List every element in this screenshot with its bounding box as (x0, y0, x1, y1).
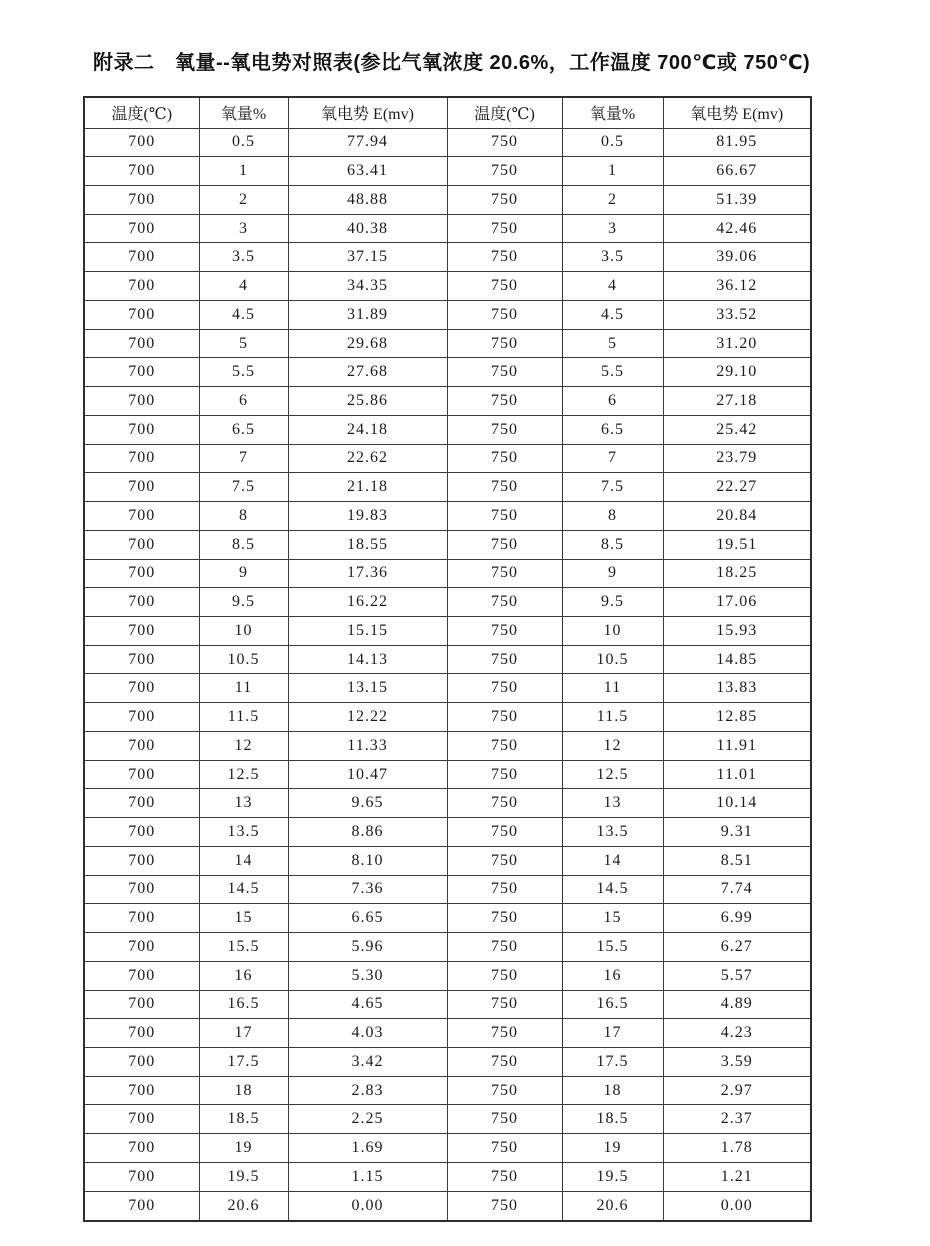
table-row (84, 214, 811, 243)
table-row (84, 358, 811, 387)
table-cell: 34.35 (288, 272, 447, 301)
table-row (84, 1076, 811, 1105)
table-cell: 750 (447, 358, 562, 387)
table-cell: 5.5 (562, 358, 663, 387)
table-row (84, 846, 811, 875)
table-cell: 12 (199, 731, 288, 760)
table-cell: 10.5 (199, 645, 288, 674)
table-cell: 750 (447, 875, 562, 904)
table-cell: 20.6 (199, 1191, 288, 1221)
table-cell: 15.93 (663, 616, 811, 645)
table-cell: 8 (199, 502, 288, 531)
table-row (84, 616, 811, 645)
table-row (84, 818, 811, 847)
table-cell: 31.89 (288, 300, 447, 329)
table-cell: 13.5 (199, 818, 288, 847)
column-header-1: 氧量% (199, 97, 288, 128)
table-cell: 2 (562, 185, 663, 214)
table-cell: 31.20 (663, 329, 811, 358)
table-row (84, 502, 811, 531)
table-cell: 3 (199, 214, 288, 243)
table-cell: 700 (84, 674, 199, 703)
table-cell: 700 (84, 904, 199, 933)
table-cell: 750 (447, 157, 562, 186)
table-cell: 750 (447, 674, 562, 703)
table-cell: 750 (447, 387, 562, 416)
table-cell: 11 (562, 674, 663, 703)
table-cell: 11.33 (288, 731, 447, 760)
oxygen-potential-table (83, 96, 812, 1222)
table-cell: 81.95 (663, 128, 811, 157)
table-row (84, 1048, 811, 1077)
table-cell: 13 (562, 789, 663, 818)
table-cell: 19.51 (663, 530, 811, 559)
table-cell: 15.15 (288, 616, 447, 645)
table-cell: 750 (447, 1105, 562, 1134)
table-cell: 4.23 (663, 1019, 811, 1048)
table-cell: 4.5 (199, 300, 288, 329)
table-cell: 10 (199, 616, 288, 645)
table-cell: 23.79 (663, 444, 811, 473)
table-row (84, 272, 811, 301)
table-cell: 4 (562, 272, 663, 301)
table-cell: 19.5 (562, 1162, 663, 1191)
table-cell: 750 (447, 444, 562, 473)
table-cell: 11.01 (663, 760, 811, 789)
table-cell: 750 (447, 559, 562, 588)
table-cell: 16 (199, 961, 288, 990)
table-cell: 17 (199, 1019, 288, 1048)
table-cell: 11 (199, 674, 288, 703)
table-row (84, 645, 811, 674)
table-cell: 11.5 (199, 703, 288, 732)
table-cell: 12 (562, 731, 663, 760)
table-cell: 19 (562, 1134, 663, 1163)
column-header-2: 氧电势 E(mv) (288, 97, 447, 128)
table-cell: 17.06 (663, 588, 811, 617)
table-cell: 1.69 (288, 1134, 447, 1163)
table-cell: 66.67 (663, 157, 811, 186)
table-cell: 750 (447, 1076, 562, 1105)
table-cell: 7 (199, 444, 288, 473)
table-cell: 14.85 (663, 645, 811, 674)
table-cell: 29.10 (663, 358, 811, 387)
table-cell: 0.5 (562, 128, 663, 157)
table-cell: 4 (199, 272, 288, 301)
column-header-4: 氧量% (562, 97, 663, 128)
table-cell: 750 (447, 933, 562, 962)
table-cell: 5.30 (288, 961, 447, 990)
table-cell: 700 (84, 185, 199, 214)
table-cell: 750 (447, 731, 562, 760)
table-cell: 20.6 (562, 1191, 663, 1221)
table-cell: 700 (84, 444, 199, 473)
table-cell: 16.22 (288, 588, 447, 617)
table-cell: 700 (84, 1134, 199, 1163)
table-cell: 39.06 (663, 243, 811, 272)
table-row (84, 674, 811, 703)
table-cell: 5.57 (663, 961, 811, 990)
table-cell: 750 (447, 789, 562, 818)
table-cell: 750 (447, 329, 562, 358)
table-cell: 3.42 (288, 1048, 447, 1077)
table-row (84, 760, 811, 789)
table-cell: 24.18 (288, 415, 447, 444)
table-cell: 10.14 (663, 789, 811, 818)
table-row (84, 1191, 811, 1221)
table-cell: 750 (447, 473, 562, 502)
table-cell: 700 (84, 214, 199, 243)
table-cell: 6.5 (199, 415, 288, 444)
table-cell: 42.46 (663, 214, 811, 243)
table-cell: 700 (84, 300, 199, 329)
table-cell: 10.47 (288, 760, 447, 789)
table-cell: 9.5 (562, 588, 663, 617)
table-row (84, 933, 811, 962)
table-cell: 18.5 (562, 1105, 663, 1134)
table-row (84, 990, 811, 1019)
table-cell: 1 (199, 157, 288, 186)
table-cell: 8 (562, 502, 663, 531)
header-row (84, 97, 811, 128)
table-cell: 700 (84, 358, 199, 387)
table-cell: 9.65 (288, 789, 447, 818)
table-cell: 8.51 (663, 846, 811, 875)
table-cell: 12.5 (199, 760, 288, 789)
table-cell: 17.5 (562, 1048, 663, 1077)
table-cell: 0.00 (663, 1191, 811, 1221)
table-cell: 15 (562, 904, 663, 933)
table-cell: 14 (562, 846, 663, 875)
table-cell: 750 (447, 990, 562, 1019)
table-cell: 5 (562, 329, 663, 358)
table-cell: 12.85 (663, 703, 811, 732)
table-row (84, 703, 811, 732)
table-cell: 700 (84, 243, 199, 272)
table-cell: 2.97 (663, 1076, 811, 1105)
table-cell: 750 (447, 530, 562, 559)
table-cell: 8.5 (199, 530, 288, 559)
table-cell: 6 (562, 387, 663, 416)
table-cell: 700 (84, 128, 199, 157)
table-cell: 750 (447, 588, 562, 617)
table-cell: 3.5 (199, 243, 288, 272)
table-cell: 750 (447, 904, 562, 933)
table-cell: 40.38 (288, 214, 447, 243)
table-cell: 13.83 (663, 674, 811, 703)
table-cell: 700 (84, 616, 199, 645)
table-cell: 19.83 (288, 502, 447, 531)
table-cell: 33.52 (663, 300, 811, 329)
table-cell: 3.59 (663, 1048, 811, 1077)
table-cell: 700 (84, 387, 199, 416)
table-cell: 20.84 (663, 502, 811, 531)
table-cell: 750 (447, 703, 562, 732)
table-cell: 11.5 (562, 703, 663, 732)
table-cell: 14.5 (562, 875, 663, 904)
table-cell: 25.86 (288, 387, 447, 416)
table-cell: 14.13 (288, 645, 447, 674)
table-cell: 5 (199, 329, 288, 358)
table-row (84, 1134, 811, 1163)
table-row (84, 1019, 811, 1048)
table-cell: 1 (562, 157, 663, 186)
table-cell: 700 (84, 990, 199, 1019)
table-cell: 700 (84, 818, 199, 847)
table-cell: 700 (84, 588, 199, 617)
table-cell: 13 (199, 789, 288, 818)
table-cell: 16.5 (562, 990, 663, 1019)
table-cell: 25.42 (663, 415, 811, 444)
table-body (84, 128, 811, 1221)
table-cell: 1.15 (288, 1162, 447, 1191)
table-row (84, 387, 811, 416)
table-cell: 18.55 (288, 530, 447, 559)
table-cell: 36.12 (663, 272, 811, 301)
table-cell: 750 (447, 616, 562, 645)
table-cell: 77.94 (288, 128, 447, 157)
table-cell: 13.15 (288, 674, 447, 703)
table-row (84, 875, 811, 904)
table-cell: 9.31 (663, 818, 811, 847)
table-cell: 1.78 (663, 1134, 811, 1163)
table-cell: 2.83 (288, 1076, 447, 1105)
table-cell: 700 (84, 1019, 199, 1048)
table-cell: 700 (84, 731, 199, 760)
table-cell: 700 (84, 559, 199, 588)
table-cell: 22.27 (663, 473, 811, 502)
table-cell: 51.39 (663, 185, 811, 214)
table-cell: 750 (447, 300, 562, 329)
table-cell: 750 (447, 1048, 562, 1077)
table-cell: 21.18 (288, 473, 447, 502)
table-cell: 750 (447, 185, 562, 214)
table-cell: 7.36 (288, 875, 447, 904)
table-cell: 6.65 (288, 904, 447, 933)
table-cell: 8.5 (562, 530, 663, 559)
table-cell: 750 (447, 818, 562, 847)
table-cell: 7 (562, 444, 663, 473)
table-cell: 19 (199, 1134, 288, 1163)
column-header-0: 温度(℃) (84, 97, 199, 128)
table-row (84, 961, 811, 990)
table-cell: 10.5 (562, 645, 663, 674)
table-cell: 700 (84, 473, 199, 502)
table-cell: 700 (84, 846, 199, 875)
table-cell: 6.5 (562, 415, 663, 444)
table-cell: 700 (84, 272, 199, 301)
table-cell: 17 (562, 1019, 663, 1048)
table-row (84, 789, 811, 818)
table-cell: 29.68 (288, 329, 447, 358)
table-cell: 16.5 (199, 990, 288, 1019)
table-cell: 5.96 (288, 933, 447, 962)
table-cell: 8.86 (288, 818, 447, 847)
table-cell: 10 (562, 616, 663, 645)
table-cell: 700 (84, 760, 199, 789)
table-cell: 17.5 (199, 1048, 288, 1077)
table-cell: 700 (84, 329, 199, 358)
table-cell: 750 (447, 1191, 562, 1221)
table-cell: 15.5 (199, 933, 288, 962)
table-row (84, 329, 811, 358)
table-row (84, 300, 811, 329)
table-cell: 27.68 (288, 358, 447, 387)
table-cell: 12.22 (288, 703, 447, 732)
table-cell: 6.99 (663, 904, 811, 933)
table-row (84, 415, 811, 444)
table-cell: 700 (84, 1105, 199, 1134)
table-cell: 750 (447, 243, 562, 272)
table-cell: 27.18 (663, 387, 811, 416)
table-cell: 700 (84, 933, 199, 962)
table-cell: 700 (84, 703, 199, 732)
table-cell: 2 (199, 185, 288, 214)
table-row (84, 1162, 811, 1191)
table-cell: 2.37 (663, 1105, 811, 1134)
table-cell: 1.21 (663, 1162, 811, 1191)
table-row (84, 128, 811, 157)
table-cell: 700 (84, 961, 199, 990)
table-cell: 17.36 (288, 559, 447, 588)
table-cell: 4.5 (562, 300, 663, 329)
table-cell: 700 (84, 415, 199, 444)
table-cell: 48.88 (288, 185, 447, 214)
table-cell: 700 (84, 502, 199, 531)
table-cell: 750 (447, 128, 562, 157)
table-cell: 0.5 (199, 128, 288, 157)
table-cell: 16 (562, 961, 663, 990)
table-cell: 18.25 (663, 559, 811, 588)
table-cell: 750 (447, 961, 562, 990)
table-cell: 700 (84, 789, 199, 818)
table-cell: 700 (84, 1191, 199, 1221)
table-cell: 750 (447, 214, 562, 243)
column-header-5: 氧电势 E(mv) (663, 97, 811, 128)
table-row (84, 1105, 811, 1134)
table-cell: 22.62 (288, 444, 447, 473)
table-cell: 750 (447, 272, 562, 301)
table-cell: 9.5 (199, 588, 288, 617)
table-cell: 8.10 (288, 846, 447, 875)
table-cell: 750 (447, 1162, 562, 1191)
table-cell: 5.5 (199, 358, 288, 387)
table-cell: 4.89 (663, 990, 811, 1019)
column-header-3: 温度(℃) (447, 97, 562, 128)
table-row (84, 157, 811, 186)
table-cell: 9 (562, 559, 663, 588)
table-cell: 4.65 (288, 990, 447, 1019)
table-row (84, 530, 811, 559)
table-cell: 750 (447, 760, 562, 789)
table-cell: 37.15 (288, 243, 447, 272)
table-cell: 700 (84, 1076, 199, 1105)
table-row (84, 444, 811, 473)
table-row (84, 185, 811, 214)
table-cell: 0.00 (288, 1191, 447, 1221)
table-cell: 750 (447, 645, 562, 674)
table-cell: 750 (447, 1019, 562, 1048)
table-cell: 14 (199, 846, 288, 875)
table-cell: 19.5 (199, 1162, 288, 1191)
table-cell: 3 (562, 214, 663, 243)
page-title: 附录二 氧量--氧电势对照表(参比气氧浓度 20.6%，工作温度 700℃或 750℃) (93, 52, 811, 74)
table-row (84, 473, 811, 502)
table-row (84, 904, 811, 933)
table-cell: 9 (199, 559, 288, 588)
table-cell: 700 (84, 875, 199, 904)
table-cell: 11.91 (663, 731, 811, 760)
table-cell: 14.5 (199, 875, 288, 904)
table-cell: 18 (199, 1076, 288, 1105)
table-cell: 7.5 (562, 473, 663, 502)
table-row (84, 731, 811, 760)
table-cell: 18.5 (199, 1105, 288, 1134)
table-cell: 700 (84, 530, 199, 559)
table-cell: 750 (447, 502, 562, 531)
table-cell: 7.74 (663, 875, 811, 904)
table-row (84, 588, 811, 617)
table-cell: 700 (84, 1162, 199, 1191)
table-cell: 750 (447, 415, 562, 444)
table-cell: 4.03 (288, 1019, 447, 1048)
table-cell: 2.25 (288, 1105, 447, 1134)
table-cell: 3.5 (562, 243, 663, 272)
table-cell: 12.5 (562, 760, 663, 789)
table-cell: 18 (562, 1076, 663, 1105)
table-cell: 6 (199, 387, 288, 416)
table-cell: 750 (447, 846, 562, 875)
table-cell: 7.5 (199, 473, 288, 502)
table-cell: 700 (84, 645, 199, 674)
table-cell: 6.27 (663, 933, 811, 962)
table-cell: 750 (447, 1134, 562, 1163)
table-cell: 15.5 (562, 933, 663, 962)
table-row (84, 559, 811, 588)
table-cell: 700 (84, 157, 199, 186)
table-row (84, 243, 811, 272)
table-cell: 700 (84, 1048, 199, 1077)
table-cell: 13.5 (562, 818, 663, 847)
table-cell: 15 (199, 904, 288, 933)
table-cell: 63.41 (288, 157, 447, 186)
